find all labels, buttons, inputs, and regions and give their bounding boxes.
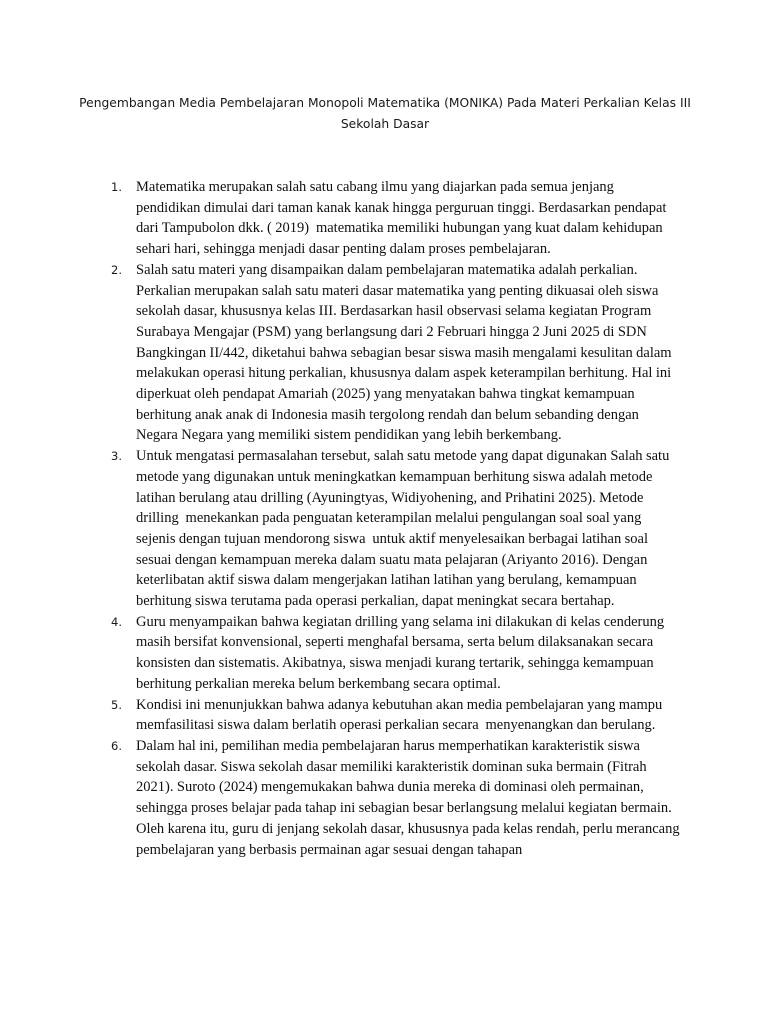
list-item-text: Dalam hal ini, pemilihan media pembelajaran harus memperhatikan karakteristik siswa sekolah dasar. Siswa sekolah dasar memiliki karakteristik dominan suka bermain (Fitrah 2021). Suroto (2024) mengemukakan bahwa dunia mereka di dominasi oleh permainan, sehingga proses belajar pada tahap ini sebagian besar berlangsung melalui kegiatan bermain. Oleh karena itu, guru di jenjang sekolah dasar, khususnya pada kelas rendah, perlu merancang pembelajaran yang berbasis permainan agar sesuai dengan tahapan: [136, 737, 684, 858]
list-item-text: Guru menyampaikan bahwa kegiatan drilling yang selama ini dilakukan di kelas cenderung masih bersifat konvensional, seperti menghafal bersama, serta belum dilaksanakan secara konsisten dan sistematis. Akibatnya, siswa menjadi kurang tertarik, sehingga kemampuan berhitung perkalian mereka belum berkembang secara optimal.: [136, 613, 668, 692]
list-item: [0, 446, 768, 612]
list-item-text: Salah satu materi yang disampaikan dalam pembelajaran matematika adalah perkalian. Perkalian merupakan salah satu materi dasar matematika yang penting dikuasai oleh siswa sekolah dasar, khususnya kelas III. Berdasarkan hasil observasi selama kegiatan Program Surabaya Mengajar (PSM) yang berlangsung dari 2 Februari hingga 2 Juni 2025 di SDN Bangkingan II/442, diketahui bahwa sebagian besar siswa masih mengalami kesulitan dalam melakukan operasi hitung perkalian, khususnya dalam aspek keterampilan berhitung. Hal ini diperkuat oleh pendapat Amariah (2025) yang menyatakan bahwa tingkat kemampuan berhitung anak anak di Indonesia masih tergolong rendah dan belum sebanding dengan Negara Negara yang memiliki sistem pendidikan yang lebih berkembang.: [136, 261, 675, 444]
list-item-number: 4.: [111, 614, 122, 629]
list-item-number: 2.: [111, 262, 122, 277]
list-item-number: 1.: [111, 180, 122, 194]
list-item-number: 6.: [111, 738, 122, 753]
document-title: [60, 93, 710, 135]
list-item: [0, 695, 768, 736]
list-item: [0, 260, 768, 446]
list-item-text: Matematika merupakan salah satu cabang ilmu yang diajarkan pada semua jenjang pendidikan dimulai dari taman kanak kanak hingga perguruan tinggi. Berdasarkan pendapat dari Tampubolon dkk. ( 2019) matematika memiliki hubungan yang kuat dalam kehidupan sehari hari, sehingga menjadi dasar penting dalam proses pembelajaran.: [136, 179, 670, 258]
document-title-line-1: Pengembangan Media Pembelajaran Monopoli Matematika (MONIKA) Pada Materi Perkalian Kelas III: [79, 96, 691, 110]
list-item-number: 3.: [111, 449, 122, 464]
list-item: [0, 612, 768, 695]
document-title-line-2: Sekolah Dasar: [340, 117, 430, 131]
list-item-text: Kondisi ini menunjukkan bahwa adanya kebutuhan akan media pembelajaran yang mampu memfasilitasi siswa dalam berlatih operasi perkalian secara menyenangkan dan berulang.: [136, 696, 666, 734]
list-item: [0, 177, 768, 260]
numbered-list: [0, 177, 768, 860]
list-item-text: Untuk mengatasi permasalahan tersebut, salah satu metode yang dapat digunakan Salah satu metode yang digunakan untuk meningkatkan kemampuan berhitung siswa adalah metode latihan berulang atau drilling (Ayuningtyas, Widiyohening, and Prihatini 2025). Metode drilling menekankan pada penguatan keterampilan melalui pengulangan soal soal yang sejenis dengan tujuan mendorong siswa untuk aktif menyelesaikan berbagai latihan soal sesuai dengan kemampuan mereka dalam suatu mata pelajaran (Ariyanto 2016). Dengan keterlibatan aktif siswa dalam mengerjakan latihan latihan yang berulang, kemampuan berhitung siswa terutama pada operasi perkalian, dapat meningkat secara bertahap.: [136, 448, 673, 610]
list-item-number: 5.: [111, 697, 122, 712]
list-item: [0, 736, 768, 860]
